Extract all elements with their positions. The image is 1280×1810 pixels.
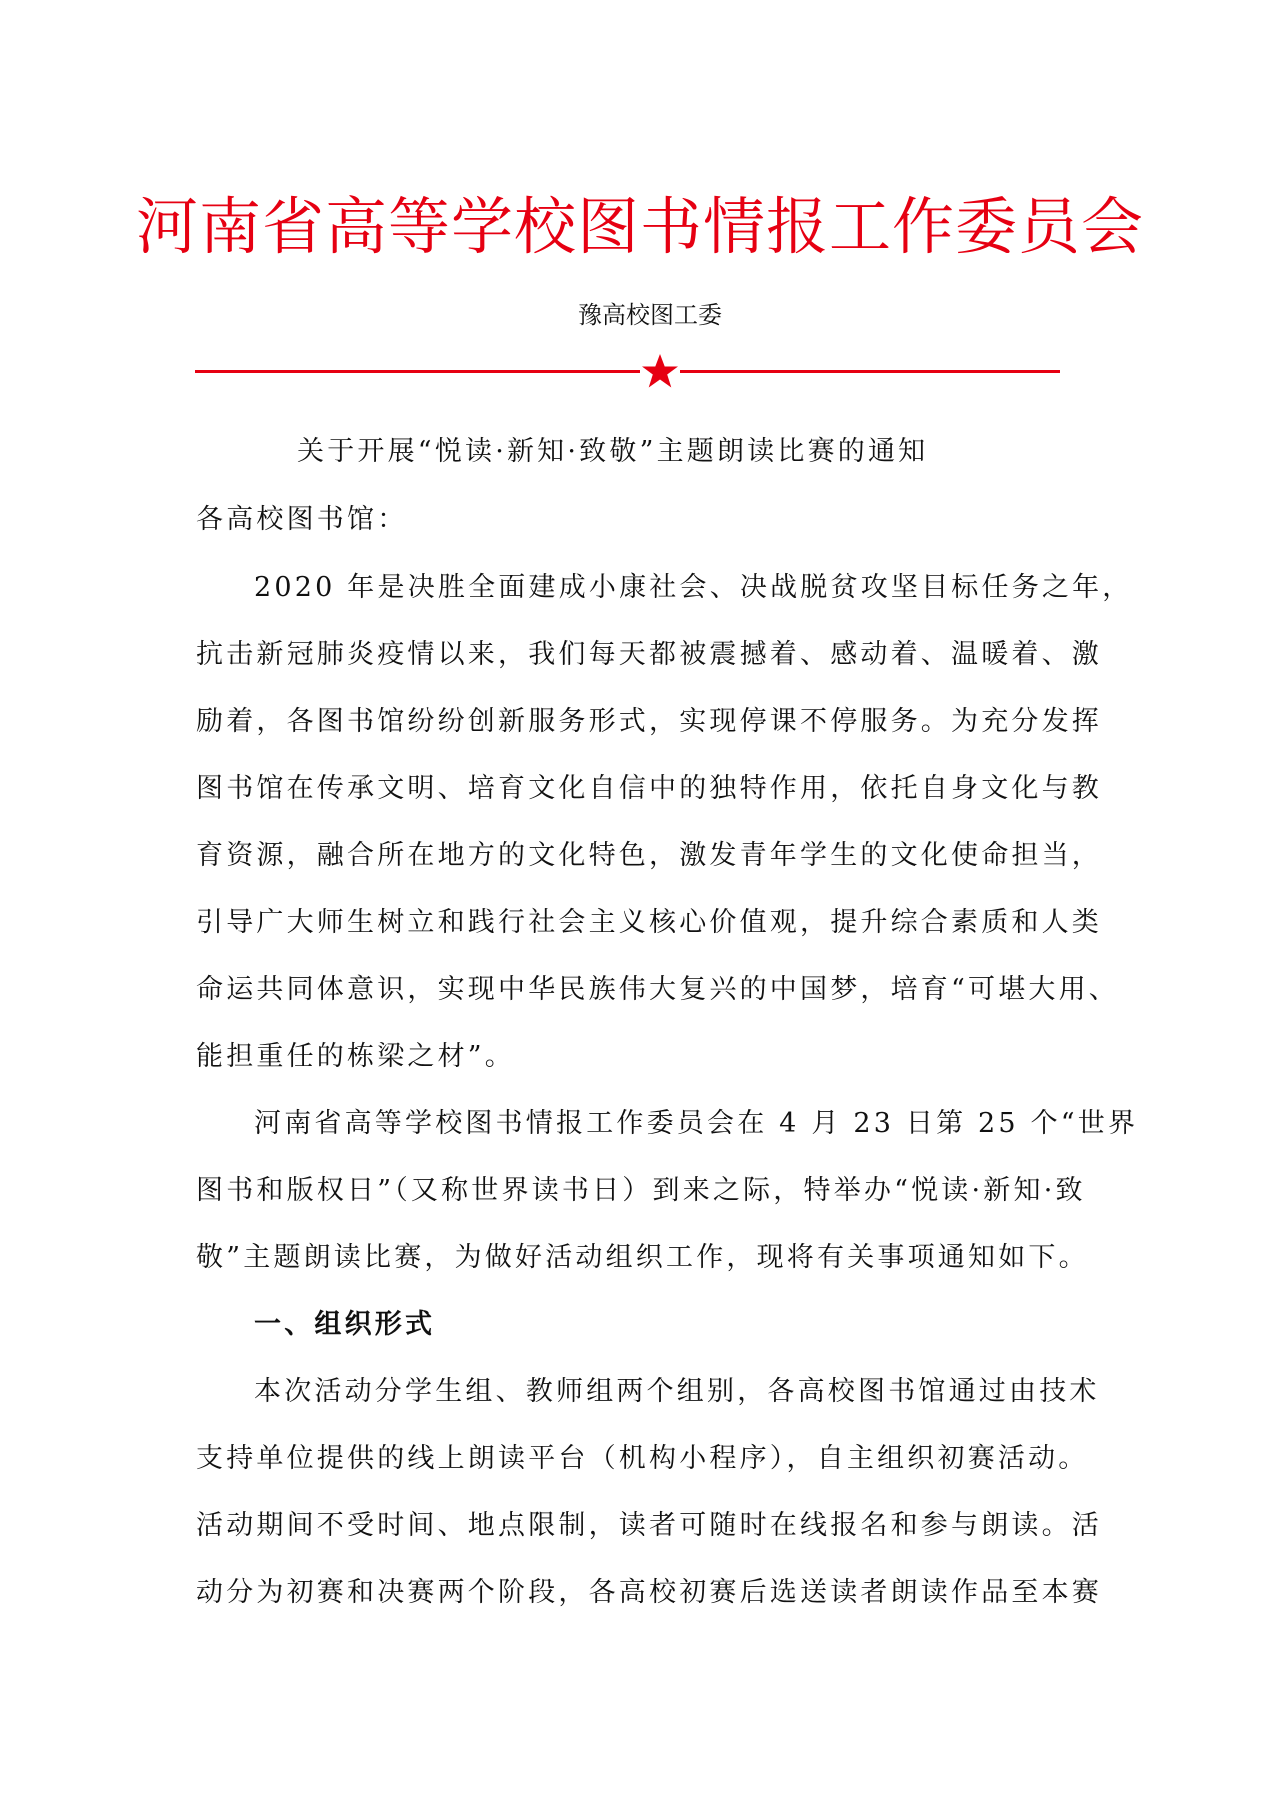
body-line: 引导广大师生树立和践行社会主义核心价值观，提升综合素质和人类 xyxy=(196,907,1102,938)
body-line: 育资源，融合所在地方的文化特色，激发青年学生的文化使命担当， xyxy=(196,840,1102,871)
body-line: 活动期间不受时间、地点限制，读者可随时在线报名和参与朗读。活 xyxy=(196,1510,1102,1541)
body-line: 抗击新冠肺炎疫情以来，我们每天都被震撼着、感动着、温暖着、激 xyxy=(196,639,1102,670)
body-line: 本次活动分学生组、教师组两个组别，各高校图书馆通过由技术 xyxy=(254,1376,1100,1407)
body-line: 能担重任的栋梁之材”。 xyxy=(196,1041,516,1072)
red-rule-right xyxy=(680,370,1060,373)
body-line: 河南省高等学校图书情报工作委员会在 4 月 23 日第 25 个“世界 xyxy=(254,1108,1139,1139)
section-heading: 一、组织形式 xyxy=(254,1309,436,1340)
body-line: 图书和版权日”（又称世界读书日）到来之际，特举办“悦读·新知·致 xyxy=(196,1175,1086,1206)
notice-title: 关于开展“悦读·新知·致敬”主题朗读比赛的通知 xyxy=(297,436,929,467)
red-rule-left xyxy=(195,370,640,373)
letterhead-title: 河南省高等学校图书情报工作委员会 xyxy=(135,190,1144,263)
body-line: 支持单位提供的线上朗读平台（机构小程序），自主组织初赛活动。 xyxy=(196,1443,1089,1474)
body-line: 敬”主题朗读比赛，为做好活动组织工作，现将有关事项通知如下。 xyxy=(196,1242,1089,1273)
body-line: 2020 年是决胜全面建成小康社会、决战脱贫攻坚目标任务之年， xyxy=(254,572,1133,603)
salutation: 各高校图书馆： xyxy=(196,504,408,535)
document-number: 豫高校图工委 xyxy=(578,301,722,329)
body-line: 图书馆在传承文明、培育文化自信中的独特作用，依托自身文化与教 xyxy=(196,773,1102,804)
star-icon xyxy=(640,353,680,389)
body-line: 命运共同体意识，实现中华民族伟大复兴的中国梦，培育“可堪大用、 xyxy=(196,974,1120,1005)
body-line: 动分为初赛和决赛两个阶段，各高校初赛后选送读者朗读作品至本赛 xyxy=(196,1577,1102,1608)
body-line: 励着，各图书馆纷纷创新服务形式，实现停课不停服务。为充分发挥 xyxy=(196,706,1102,737)
